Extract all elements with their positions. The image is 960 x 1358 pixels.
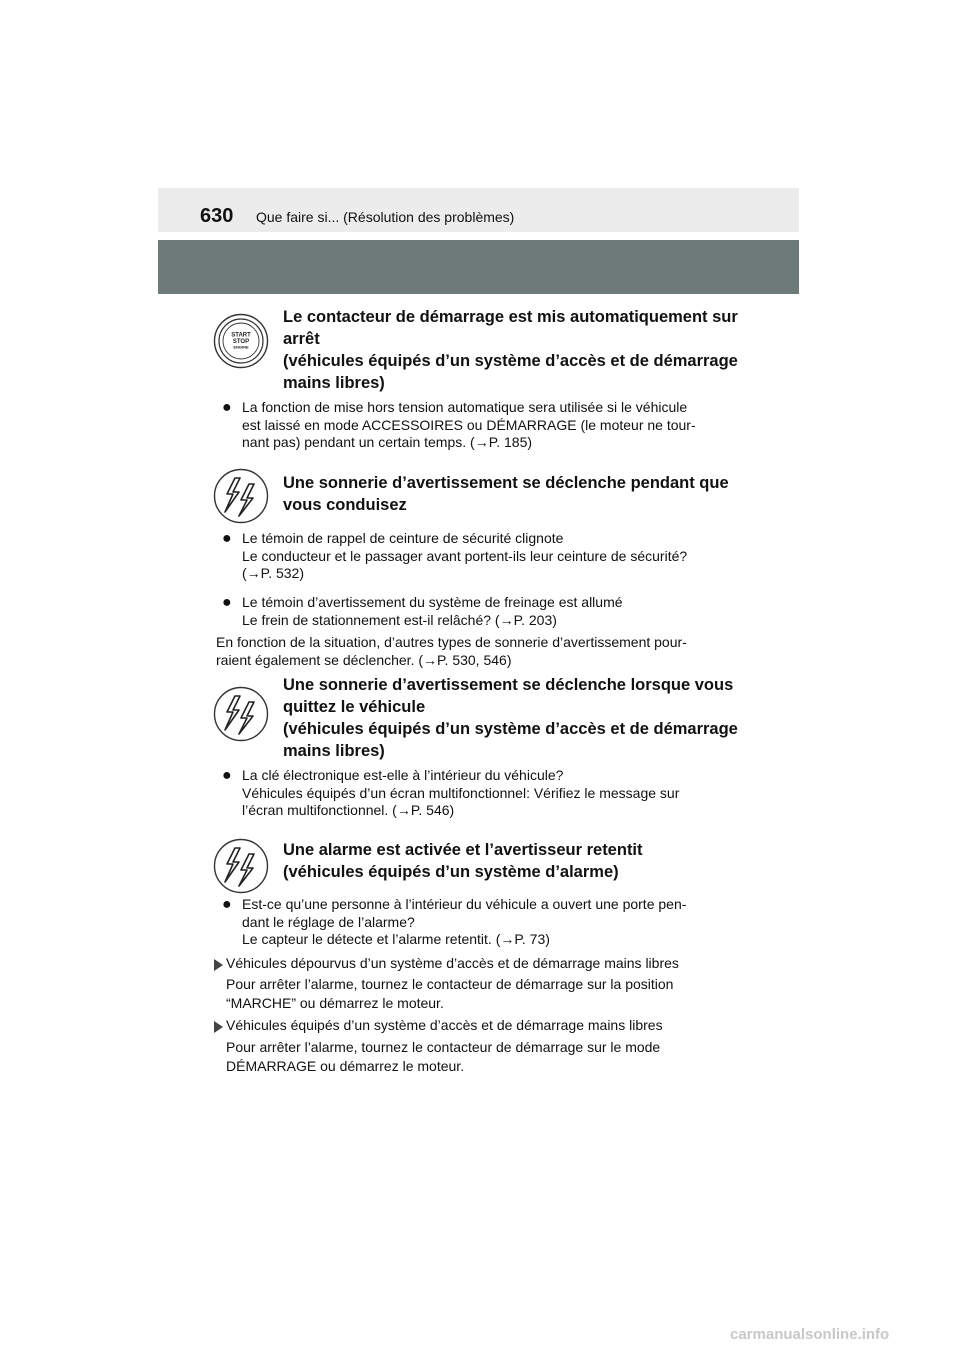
watermark: carmanualsonline.info <box>730 1326 890 1343</box>
heading-auto-off: Le contacteur de démarrage est mis automatiquement sur arrêt (véhicules équipés d’un système d’accès et de démarrage mains libres) <box>283 308 738 392</box>
bullet-dot: ● <box>222 399 232 416</box>
bullet-text: Le témoin d’avertissement du système de freinage est allumé Le frein de stationnement est-il relâché? (→P. 203) <box>242 594 623 628</box>
warning-buzzer-icon <box>213 838 269 894</box>
sub-item-no-smart-key: Véhicules dépourvus d’un système d’accès et de démarrage mains libres <box>226 955 679 971</box>
triangle-arrow-icon <box>214 1021 223 1033</box>
heading-buzzer-driving: Une sonnerie d’avertissement se déclenche pendant que vous conduisez <box>283 474 729 514</box>
stop-label: STOP <box>232 339 250 345</box>
warning-buzzer-icon <box>213 468 269 524</box>
warning-buzzer-icon <box>213 686 269 742</box>
engine-label: ENGINE <box>233 344 249 350</box>
bullet-dot: ● <box>222 896 232 913</box>
start-label: START <box>231 332 251 339</box>
page-number: 630 <box>200 205 234 227</box>
bullet-text: Est-ce qu’une personne à l’intérieur du véhicule a ouvert une porte pen- dant le réglage de l’alarme? Le capteur le détecte et l’alarme retentit. (→P. 73) <box>242 896 687 947</box>
bullet-text: Le témoin de rappel de ceinture de sécurité clignote Le conducteur et le passager avant portent-ils leur ceinture de sécurité? (→P. 532) <box>242 530 688 581</box>
heading-buzzer-leaving: Une sonnerie d’avertissement se déclenche lorsque vous quittez le véhicule (véhicules équipés d’un système d’accès et de démarrage mains libres) <box>283 676 738 760</box>
bullet-dot: ● <box>222 767 232 784</box>
start-stop-engine-button-icon <box>213 313 269 369</box>
section-title: Que faire si... (Résolution des problèmes) <box>256 209 515 225</box>
sub-item-text: Pour arrêter l’alarme, tournez le contacteur de démarrage sur le mode DÉMARRAGE ou démarrez le moteur. <box>226 1039 661 1074</box>
bullet-text: La fonction de mise hors tension automatique sera utilisée si le véhicule est laissé en mode ACCESSOIRES ou DÉMARRAGE (le moteur ne tour- nant pas) pendant un certain temps. (→P. 185) <box>242 399 696 450</box>
header-band <box>158 240 799 294</box>
sub-item-text: Pour arrêter l’alarme, tournez le contacteur de démarrage sur la position “MARCHE” ou démarrez le moteur. <box>226 976 674 1011</box>
sub-item-smart-key: Véhicules équipés d’un système d’accès et de démarrage mains libres <box>226 1017 663 1033</box>
bullet-dot: ● <box>222 594 232 611</box>
triangle-arrow-icon <box>214 959 223 971</box>
bullet-text: La clé électronique est-elle à l’intérieur du véhicule? Véhicules équipés d’un écran multifonctionnel: Vérifiez le message sur l’écran multifonctionnel. (→P. 546) <box>242 767 680 818</box>
heading-alarm: Une alarme est activée et l’avertisseur retentit (véhicules équipés d’un système d’alarme) <box>283 841 643 881</box>
bullet-dot: ● <box>222 530 232 547</box>
note-text: En fonction de la situation, d’autres types de sonnerie d’avertissement pour- raient également se déclencher. (→P. 530, 546) <box>216 634 687 668</box>
